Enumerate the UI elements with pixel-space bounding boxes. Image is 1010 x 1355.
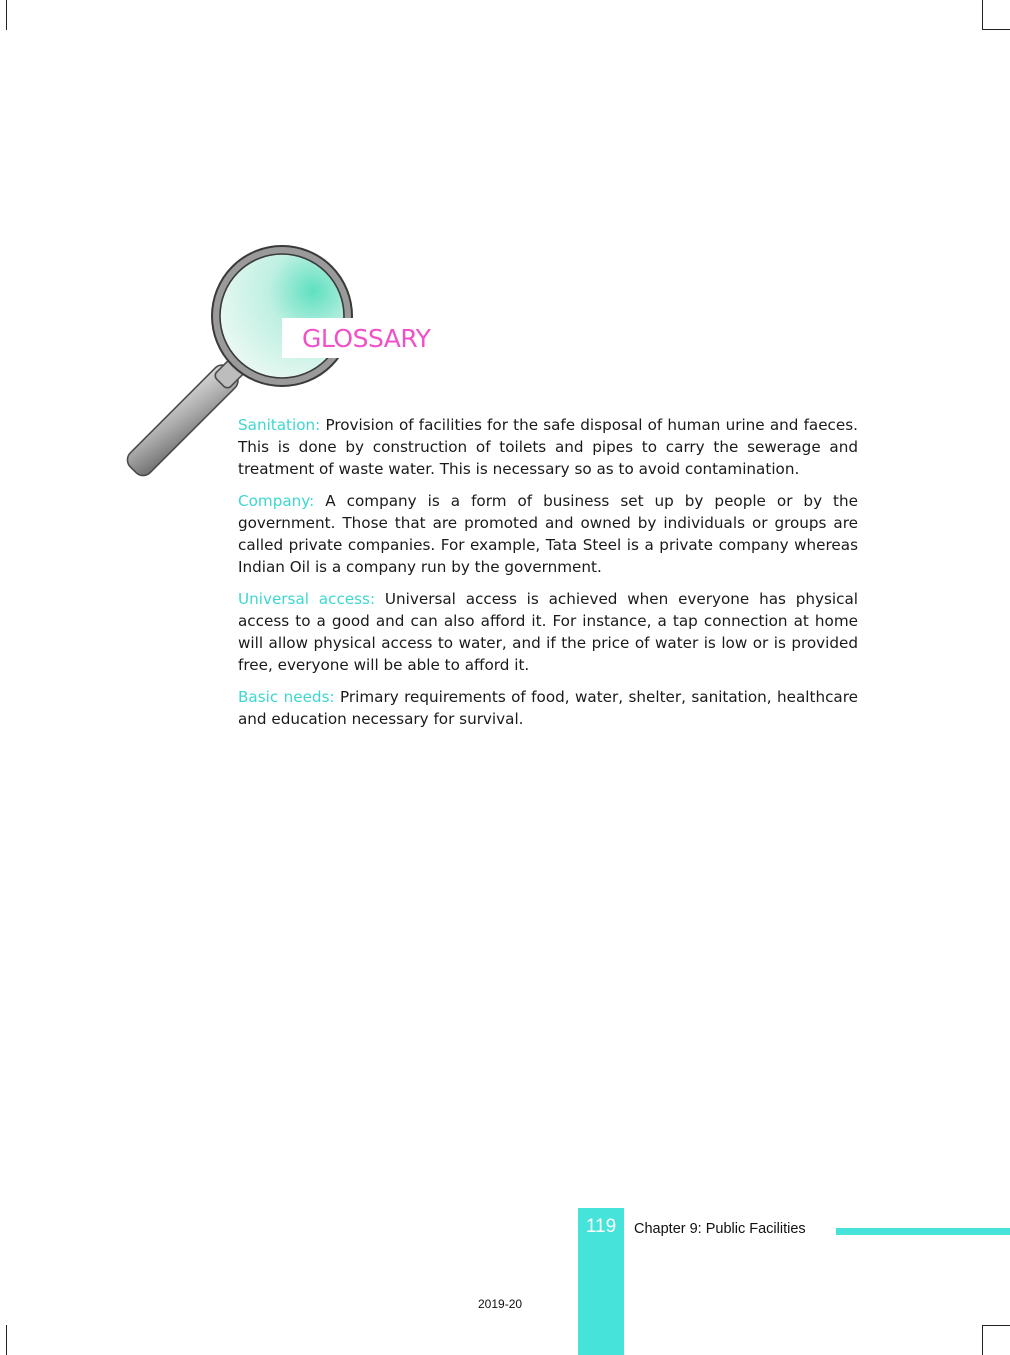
glossary-entry-basic-needs bbox=[238, 686, 858, 730]
crop-mark-top-left bbox=[6, 0, 7, 30]
glossary-definition: Provision of facilities for the safe disposal of human urine and faeces. This is done by construction of toilets and pipes to carry the sewerage and treatment of waste water. This is necessary so as to avoid contamination. bbox=[238, 416, 858, 478]
crop-mark-bottom-right-h bbox=[982, 1325, 1010, 1326]
glossary-definition: Universal access is achieved when everyone has physical access to a good and can also afford it. For instance, a tap connection at home will allow physical access to water, and if the price of water is low or is provided free, everyone will be able to afford it. bbox=[238, 590, 858, 674]
glossary-definition: A company is a form of business set up by people or by the government. Those that are promoted and owned by individuals or groups are called private companies. For example, Tata Steel is a private company whereas Indian Oil is a company run by the government. bbox=[238, 492, 858, 576]
glossary-term: Universal access: bbox=[238, 590, 376, 608]
chapter-label: Chapter 9: Public Facilities bbox=[634, 1221, 806, 1237]
page-number: 119 bbox=[585, 1216, 617, 1237]
glossary-entry-universal-access bbox=[238, 588, 858, 676]
glossary-term: Basic needs: bbox=[238, 688, 335, 706]
crop-mark-top-right-h bbox=[982, 29, 1010, 30]
crop-mark-top-right-v bbox=[982, 0, 983, 30]
footer-rule bbox=[836, 1228, 1010, 1235]
glossary-title: GLOSSARY bbox=[302, 324, 431, 353]
glossary-entries bbox=[238, 414, 858, 740]
glossary-term: Sanitation: bbox=[238, 416, 321, 434]
crop-mark-bottom-right-v bbox=[982, 1325, 983, 1355]
glossary-definition: Primary requirements of food, water, shelter, sanitation, healthcare and education necessary for survival. bbox=[238, 688, 858, 728]
crop-mark-bottom-left bbox=[6, 1325, 7, 1355]
glossary-term: Company: bbox=[238, 492, 315, 510]
glossary-entry-company bbox=[238, 490, 858, 578]
glossary-entry-sanitation bbox=[238, 414, 858, 480]
edition-year: 2019-20 bbox=[478, 1297, 523, 1311]
